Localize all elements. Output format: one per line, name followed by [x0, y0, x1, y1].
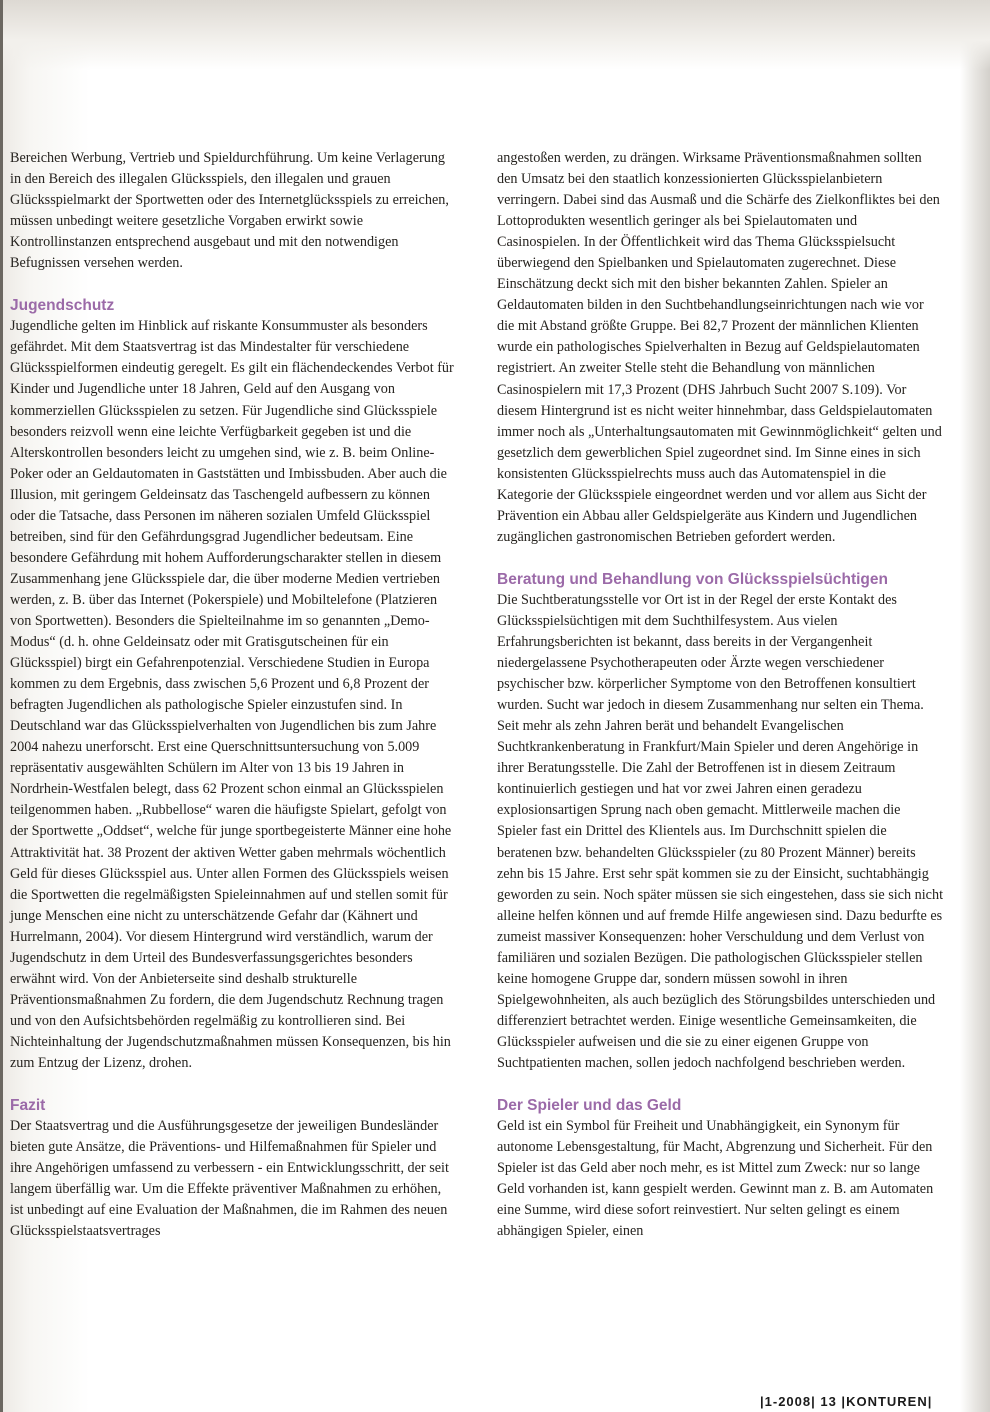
- page-footer: |1-2008| 13 |KONTUREN|: [760, 1394, 933, 1409]
- jugendschutz-paragraph: Jugendliche gelten im Hinblick auf riskante Konsummuster als besonders gefährdet. Mit dem Staatsvertrag ist das Mindestalter für verschiedene Glücksspielformen eindeutig geregelt. Es gilt ein flächendeckendes Verbot für Kinder und Jugendliche unter 18 Jahren, Geld auf den Ausgang von kommerziellen Glücksspielen zu setzen. Für Jugendliche sind Glücksspiele besonders reizvoll wenn eine leichte Verfügbarkeit gegeben ist und die Alterskontrollen besonders leicht zu umgehen sind, wie z. B. beim Online-Poker oder an Geldautomaten in Gaststätten und Imbissbuden. Aber auch die Illusion, mit geringem Geldeinsatz das Taschengeld aufbessern zu können oder die Tatsache, dass Personen im näheren sozialen Umfeld Glücksspiel betreiben, sind für den Gefährdungsgrad Jugendlicher bedeutsam. Eine besondere Gefährdung mit hohem Aufforderungscharakter stellen in diesem Zusammenhang jene Glücksspiele dar, die über moderne Medien vertrieben werden, z. B. über das Internet (Pokerspiele) und Mobiltelefone (Platzieren von Sportwetten). Besonders die Spielteilnahme im so genannten „Demo-Modus“ (d. h. ohne Geldeinsatz oder mit Gratisgutscheinen für ein Glücksspiel) birgt ein Gefahrenpotenzial. Verschiedene Studien in Europa kommen zu dem Ergebnis, dass zwischen 5,6 Prozent und 6,8 Prozent der befragten Jugendlichen als pathologische Spieler einzustufen sind. In Deutschland war das Glücksspielverhalten von Jugendlichen bis zum Jahre 2004 nahezu unerforscht. Erst eine Querschnittsuntersuchung von 5.009 repräsentativ ausgewählten Schülern im Alter von 13 bis 19 Jahren in Nordrhein-Westfalen belegt, dass 62 Prozent schon einmal an Glücksspielen teilgenommen haben. „Rubbellose“ waren die häufigste Spielart, gefolgt von der Sportwette „Oddset“, welche für junge sportbegeisterte Männer eine hohe Attraktivität hat. 38 Prozent der aktiven Wetter gaben mehrmals wöchentlich Geld für dieses Glücksspiel aus. Unter allen Formen des Glücksspiels weisen die Sportwetten die regelmäßigsten Spieleinnahmen auf und stellen somit für junge Menschen eine nicht zu unterschätzende Gefahr dar (Kähnert und Hurrelmann, 2004). Vor diesem Hintergrund wird verständlich, warum der Jugendschutz in dem Urteil des Bundesverfassungsgerichtes besonders erwähnt wird. Von der Anbieterseite sind deshalb strukturelle Präventionsmaßnahmen Zu fordern, die dem Jugendschutz Rechnung tragen und von den Aufsichtsbehörden regelmäßig zu kontrollieren sind. Bei Nichteinhaltung der Jugendschutzmaßnahmen müssen Konsequenzen, bis hin zum Entzug der Lizenz, drohen.: [10, 318, 454, 1071]
- right-column: [497, 148, 943, 1242]
- scan-shadow: [0, 0, 990, 70]
- heading-beratung: Beratung und Behandlung von Glücksspielsüchtigen: [497, 570, 888, 588]
- page-edge: [0, 0, 3, 1412]
- heading-jugendschutz: Jugendschutz: [10, 297, 115, 315]
- left-intro-paragraph: Bereichen Werbung, Vertrieb und Spieldurchführung. Um keine Verlagerung in den Bereich des illegalen Glücksspiels, den illegalen und grauen Glücksspielmarkt der Sportwetten oder des Internetglücksspiels zu erreichen, müssen unbedingt weitere gesetzliche Vorgaben erwirkt sowie Kontrollinstanzen entsprechend ausgebaut und mit den notwendigen Befugnissen versehen werden.: [10, 150, 449, 272]
- fazit-paragraph: Der Staatsvertrag und die Ausführungsgesetze der jeweiligen Bundesländer bieten gute Ansätze, die Präventions- und Hilfemaßnahmen für Spieler und ihre Angehörigen umfassend zu verbessern - ein Entwicklungsschritt, der seit langem überfällig war. Um die Effekte präventiver Maßnahmen zu erhöhen, ist unbedingt auf eine Evaluation der Maßnahmen, die im Rahmen des neuen Glücksspielstaatsvertrages: [10, 1118, 449, 1240]
- geld-paragraph: Geld ist ein Symbol für Freiheit und Unabhängigkeit, ein Synonym für autonome Lebensgestaltung, für Macht, Abgrenzung und Sicherheit. Für den Spieler ist das Geld aber noch mehr, es ist Mittel zum Zweck: nur so lange Geld vorhanden ist, kann gespielt werden. Gewinnt man z. B. am Automaten eine Summe, wird diese sofort reinvestiert. Nur selten gelingt es einem abhängigen Spieler, einen: [497, 1118, 934, 1240]
- left-column: [10, 148, 456, 1242]
- heading-fazit: Fazit: [10, 1097, 46, 1115]
- beratung-paragraph: Die Suchtberatungsstelle vor Ort ist in der Regel der erste Kontakt des Glücksspielsüchtigen mit dem Suchthilfesystem. Aus vielen Erfahrungsberichten ist bekannt, dass bereits in der Vergangenheit niedergelassene Psychotherapeuten oder Ärzte wegen verschiedener psychischer bzw. körperlicher Symptome von den Betroffenen konsultiert wurden. Sucht war jedoch in diesem Zusammenhang nur selten ein Thema. Seit mehr als zehn Jahren berät und behandelt Evangelischen Suchtkrankenberatung in Frankfurt/Main Spieler und deren Angehörige in ihrer Beratungsstelle. Die Zahl der Betroffenen ist in diesem Zeitraum kontinuierlich gestiegen und hat vor zwei Jahren einen geradezu explosionsartigen Sprung nach oben gemacht. Mittlerweile machen die Spieler fast ein Drittel des Klientels aus. Im Durchschnitt spielen die beratenen bzw. behandelten Glücksspieler (zu 80 Prozent Männer) bereits zehn bis 15 Jahre. Erst sehr spät kommen sie zu der Einsicht, suchtabhängig geworden zu sein. Noch später müssen sie sich eingestehen, dass sie sich nicht alleine helfen können und auf fremde Hilfe angewiesen sind. Dazu bedurfte es zumeist massiver Konsequenzen: hoher Verschuldung und dem Verlust von familiären und sozialen Bezügen. Die pathologischen Glücksspieler stellen keine homogene Gruppe dar, sondern müssen sowohl in ihren Spielgewohnheiten, als auch bezüglich des Störungsbildes unterschieden und differenziert betrachtet werden. Einige wesentliche Gemeinsamkeiten, die Glücksspieler aufweisen und die sie zu einer eigenen Gruppe von Suchtpatienten machen, sollen jedoch nachfolgend beschrieben werden.: [497, 591, 944, 1071]
- heading-spieler-geld: Der Spieler und das Geld: [497, 1097, 682, 1115]
- right-intro-paragraph: angestoßen werden, zu drängen. Wirksame Präventionsmaßnahmen sollten den Umsatz bei den staatlich konzessionierten Glücksspielanbietern verringern. Dabei sind das Ausmaß und die Schärfe des Zielkonfliktes bei den Lottoprodukten wesentlich geringer als bei Spielautomaten und Casinospielen. In der Öffentlichkeit wird das Thema Glücksspielsucht überwiegend den Spielbanken und Spielautomaten zugerechnet. Diese Einschätzung deckt sich mit den bisher bekannten Zahlen. Spieler an Geldautomaten bilden in den Suchtbehandlungseinrichtungen nach wie vor die mit Abstand größte Gruppe. Bei 82,7 Prozent der männlichen Klienten wurde ein pathologisches Spielverhalten in Bezug auf Geldspielautomaten registriert. An zweiter Stelle steht die Behandlung von männlichen Casinospielern mit 17,3 Prozent (DHS Jahrbuch Sucht 2007 S.109). Vor diesem Hintergrund ist es nicht weiter hinnehmbar, dass Geldspielautomaten immer noch als „Unterhaltungsautomaten mit Gewinnmöglichkeit“ gelten und gesetzlich dem gewerblichen Spiel zugeordnet sind. Im Sinne eines in sich konsistenten Glücksspielrechts muss auch das Automatenspiel in die Kategorie der Glücksspiele eingeordnet werden und vor allem aus Sicht der Prävention ein Abbau aller Geldspielgeräte aus Kindern und Jugendlichen zugänglichen gastronomischen Betrieben gefordert werden.: [497, 150, 942, 545]
